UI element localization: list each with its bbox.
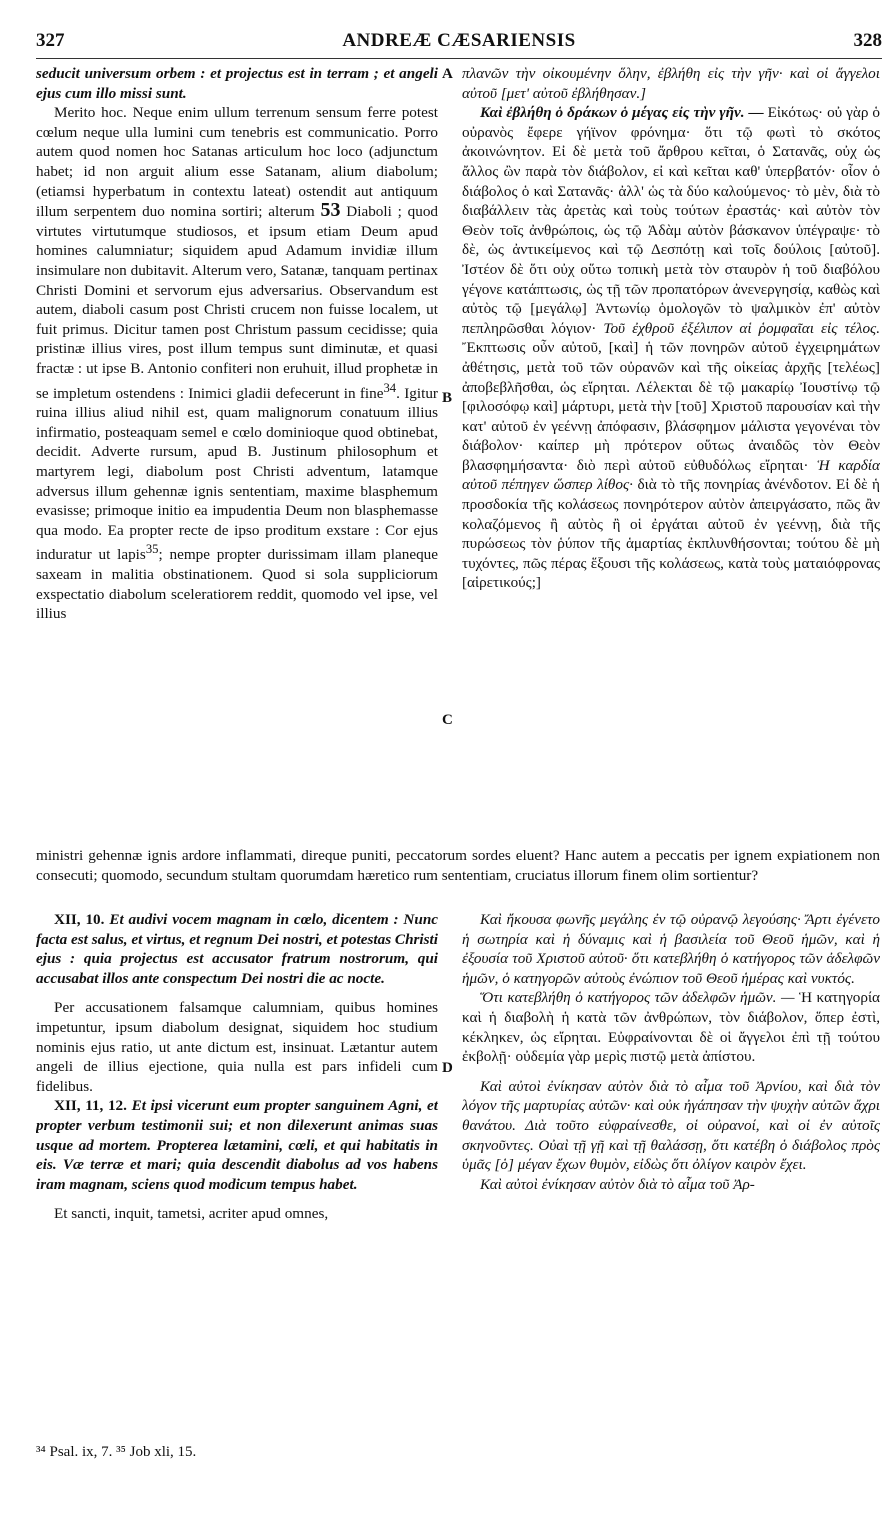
latin-column-bottom <box>36 910 438 1430</box>
running-title: ANDREÆ CÆSARIENSIS <box>342 30 576 51</box>
greek-commentary-part1: Εἰκότως· οὐ γὰρ ὁ οὐρανὸς ἔφερε γήϊνον φρόνημα· ὅτι τῷ φωτὶ τὸ σκότος ἀκοινώνητον. Εἰ δὲ μετὰ τοῦ ἄρθρου κεῖται, ὁ Σατανᾶς, οὐχ ὡς ἄλλος ὢν παρὰ τὸν διάβολον, εἰ καὶ κεῖται καθ' ὑπερβατόν· οἷον ὁ διάβολος ὁ καὶ Σατανᾶς· ἀλλ' ὡς τὰ δύο καλούμενος· τὸ μὲν, διὰ τὸ διαβάλλειν τὰς ἀρετὰς καὶ τοὺς τούτων ἐραστάς· καὶ αὐτὸν τὸν Θεὸν τοῖς ἀνθρώποις, ὡς τῷ Ἀδὰμ αὐτὸν βάσκανον ὑπέγραψε· τὸ δὲ, ὡς ἀντικείμενος καὶ τῷ Δεσπότῃ καὶ τοῖς δούλοις [αὐτοῦ]. Ἰστέον δὲ ὅτι οὐχ οὕτω τοπικὴ μετὰ τὸν σταυρὸν ἡ τοῦ διαβόλου γέγονε κατάπτωσις, ὡς τῇ τῶν προπατόρων ἀνενεργησίᾳ, καθὼς καὶ αὐτὸς τῷ [μεγάλῳ] Ἀντωνίῳ ὁμολογῶν τὸ ψαλμικὸν ἐπ' αὐτὸν πεπληρῶσθαι λόγιον· <box>462 104 880 337</box>
latin-commentary-part2: Diaboli ; quod virtutes virtutumque studiosos, et ipsum etiam Deum apud homines calumniatur; siquidem apud Adamum invidiæ illum insimulare non dubitavit. Alterum vero, Satanæ, tanquam pertinax Christi Domini et servorum ejus adversarius. Observandum est autem, diaboli casum post Christi crucem non fuisse localem, ut fuit primus. Dicitur tamen post Christum passum cecidisse; quia pristinæ illius vires, post illum tempus sunt diminutæ, et quasi fractæ : ut ipse B. Antonio confiteri non eruhuit, illud prophetæ in se impletum ostendens : Inimici gladii defecerunt in fine <box>36 203 438 402</box>
greek-verse-xii-9: πλανῶν τὴν οἰκουμένην ὅλην, ἐβλήθη εἰς τὴν γῆν· καὶ οἱ ἄγγελοι αὐτοῦ [μετ' αὐτοῦ ἐβλήθησαν.] <box>462 65 880 102</box>
footnote-ref-34: 34 <box>383 380 397 395</box>
greek-lemma-2: Ὅτι κατεβλήθη ὁ κατήγορος τῶν ἀδελφῶν ἡμῶν. — <box>480 989 795 1007</box>
greek-verse-xii-11-12: Καὶ αὐτοὶ ἐνίκησαν αὐτὸν διὰ τὸ αἷμα τοῦ Ἀρνίου, καὶ διὰ τὸν λόγον τῆς μαρτυρίας αὐτῶν· καὶ οὐκ ἠγάπησαν τὴν ψυχὴν αὐτῶν ἄχρι θανάτου. Διὰ τοῦτο εὐφραίνεσθε, οἱ οὐρανοί, καὶ οἱ ἐν αὐτοῖς σκηνοῦντες. Οὐαὶ τῇ γῇ καὶ τῇ θαλάσσῃ, ὅτι κατέβη ὁ διάβολος πρὸς ὑμᾶς [ὁ] μέγαν ἔχων θυμὸν, εἰδὼς ὅτι ὀλίγον καιρὸν ἔχει. <box>462 1077 880 1174</box>
latin-commentary-part1: Merito hoc. Neque enim ullum terrenum sensum ferre potest cœlum neque ulla lumini cum tenebris est communicatio. Porro autem quod nomen hoc Satanas articulum hoc loco (adjunctum habet; id non arguit alium esse Satanam, alium diabolum; (etiamsi hyperbatum in contextu lateat) ostendit aut antiquum illum serpentem duo nomina sortiri; alterum <box>36 104 438 221</box>
footnote-ref-35: 35 <box>145 542 159 557</box>
greek-verse-xii-10: Καὶ ἤκουσα φωνῆς μεγάλης ἐν τῷ οὐρανῷ λεγούσης· Ἄρτι ἐγένετο ἡ σωτηρία καὶ ἡ δύναμις καὶ ἡ βασιλεία τοῦ Θεοῦ ἡμῶν, καὶ ἡ ἐξουσία τοῦ Χριστοῦ αὐτοῦ· ὅτι κατεβλήθη ὁ κατήγορος τῶν ἀδελφῶν ἡμῶν, ὁ κατηγορῶν αὐτοὺς ἐνώπιον τοῦ Θεοῦ ἡμέρας καὶ νυκτός. <box>462 911 880 987</box>
greek-quote-1: Τοῦ ἐχθροῦ ἐξέλιπον αἱ ῥομφαῖαι εἰς τέλος. <box>603 319 880 337</box>
latin-full-width-continuation <box>36 846 880 908</box>
latin-commentary-xii-10: Per accusationem falsamque calumniam, quibus homines impetuntur, ipsum diabolum designat, siquidem hoc studium nominis ejus ratio, ut ante dictum est, insinuat. Lætantur autem angeli de illius ejectione, quia nulla est pars infideli cum fidelibus. <box>36 999 438 1095</box>
latin-commentary-part4: ; nempe propter durissimam illam planeque saxeam in malitia obstinationem. Quod si sola suppliciorum exspectatio diabolum sceleratiorem reddit, quomodo vel ipse, vel illius <box>36 546 438 623</box>
margin-letter-d: D <box>442 1060 453 1076</box>
margin-letter-a: A <box>442 66 453 82</box>
column-number: 53 <box>320 199 341 222</box>
latin-commentary-xii-9 <box>36 103 438 624</box>
margin-letter-b: B <box>442 390 453 406</box>
footnotes: ³⁴ Psal. ix, 7. ³⁵ Job xli, 15. <box>36 1444 197 1460</box>
greek-commentary-part2: Ἔκπτωσις οὖν αὐτοῦ, [καὶ] ἡ τῶν πονηρῶν αὐτοῦ ἐγχειρημάτων ἀθέτησις, μετὰ τοῦ τῶν οὐρανῶν καὶ τῆς οἰκείας ἀρχῆς [τελέως] ἀποβεβλῆσθαι, ὡς εἴρηται. Λέλεκται δὲ τῷ μακαρίῳ Ἰουστίνῳ τῷ [φιλοσόφῳ καὶ] μάρτυρι, μετὰ τὴν [τοῦ] Χριστοῦ παρουσίαν καὶ τὴν κατ' αὐτοῦ ἐν γεέννῃ ἀπόφασιν, βλάσφημον μάλιστα γεγονέναι τὸν διάβολον· καίπερ μὴ πρότερον οὕτως ἀναιδῶς τὸν Θεὸν βλασφημήσαντα· διὸ περὶ αὐτοῦ εὐθυδόλως εἴρηται· <box>462 339 880 474</box>
latin-verse-xii-10-text: Et audivi vocem magnam in cœlo, dicentem : Nunc facta est salus, et virtus, et regnum Dei nostri, et potestas Christi ejus : quia projectus est accusator fratrum nostrorum, qui accusabat illos ante conspectum Dei nostri die ac nocte. <box>36 911 438 987</box>
greek-commentary-xii-9 <box>462 103 880 593</box>
greek-quote-2: Ἡ καρδία αὐτοῦ πέπηγεν ὥσπερ λίθος· <box>462 456 880 494</box>
greek-commentary-xii-10 <box>462 988 880 1066</box>
latin-commentary-xii-11: Et sancti, inquit, tametsi, acriter apud omnes, <box>54 1205 329 1223</box>
page-number-left: 327 <box>36 30 65 51</box>
page-number-right: 328 <box>853 30 882 51</box>
latin-verse-xii-9: seducit universum orbem : et projectus est in terram ; et angeli ejus cum illo missi sunt. <box>36 65 438 102</box>
latin-column-top <box>36 64 438 844</box>
latin-bridge-text: ministri gehennæ ignis ardore inflammati, direque puniti, peccatorum sordes eluent? Hanc autem a peccatis per ignem expiationem non consecuti; quomodo, secundum stultam quorumdam hæretico rum sententiam, cruciatus illorum finem olim sortientur? <box>36 847 880 884</box>
header-rule <box>36 58 882 59</box>
latin-verse-xii-10 <box>36 910 438 988</box>
margin-letter-c: C <box>442 712 453 728</box>
greek-commentary-xii-10-text: Ἡ κατηγορία καὶ ἡ διαβολὴ ἡ κατὰ τῶν ἀνθρώπων, τὸν διάβολον, ὅπερ ἐστὶ, κέκληκεν, ὡς εἴρηται. Εὐφραίνονται δὲ οἱ ἄγγελοι ἐπὶ τῇ τούτου ἐκβολῇ· οὐδεμία γὰρ μερὶς πιστῷ μετὰ ἀπίστου. <box>462 989 880 1066</box>
latin-verse-xii-11-12-text: Et ipsi vicerunt eum propter sanguinem Agni, et propter verbum testimonii sui; et non dilexerunt animas suas usque ad mortem. Propterea lætamini, cœli, et qui habitatis in eis. Væ terræ et mari; quia descendit diabolus ad vos habens iram magnam, sciens quod modicum tempus habet. <box>36 1097 438 1193</box>
running-header <box>36 30 882 58</box>
latin-commentary-part3: . Igitur ruina illius aliud nihil est, quam malignorum conatuum illius infirmatio, posteaquam semel e cœlo dominioque quod obtinebat, decidit. Adverte rursum, apud B. Justinum philosophum et martyrem legi, diabolum post Christi adventum, latamque adversus illum gehennæ ignis sententiam, maxime blasphemum evasisse; primoque initio ea impudentia Deum non blasphemasse qua modo. Ea propter recte de ipso proditum exstare : Cor ejus induratur ut lapis <box>36 384 438 564</box>
verse-ref-xii-11-12: XII, 11, 12. <box>54 1097 127 1115</box>
greek-commentary-part3: διὰ τὸ τῆς πονηρίας ἀνένδοτον. Εἰ δὲ ἡ προσδοκία τῆς κολάσεως πονηρότερον αὐτὸν ἀπειργάσατο, πῶς ἂν κολαζόμενος ἢ αὐτὸς ἢ οἱ ἐργάται αὐτοῦ ἐν γεέννῃ, διὰ τῆς πυρώσεως τὸν ῥύπον τῆς ἁμαρτίας ἐκπλυνθήσονται; τούτου δὲ μὴ τυχόντες, πῶς πέρας ἕξουσι τῆς κολάσεως, κατὰ τοὺς ματαιόφρονας [αἱρετικούς;] <box>462 476 880 592</box>
verse-ref-xii-10: XII, 10. <box>54 911 105 928</box>
greek-lemma-1: Καὶ ἐβλήθη ὁ δράκων ὁ μέγας εἰς τὴν γῆν. — <box>480 104 764 122</box>
latin-verse-xii-11-12 <box>36 1096 438 1194</box>
greek-verse-continuation: Καὶ αὐτοὶ ἐνίκησαν αὐτὸν διὰ τὸ αἷμα τοῦ Ἀρ- <box>480 1175 755 1193</box>
greek-column-bottom <box>462 910 880 1430</box>
greek-column-top <box>462 64 880 844</box>
